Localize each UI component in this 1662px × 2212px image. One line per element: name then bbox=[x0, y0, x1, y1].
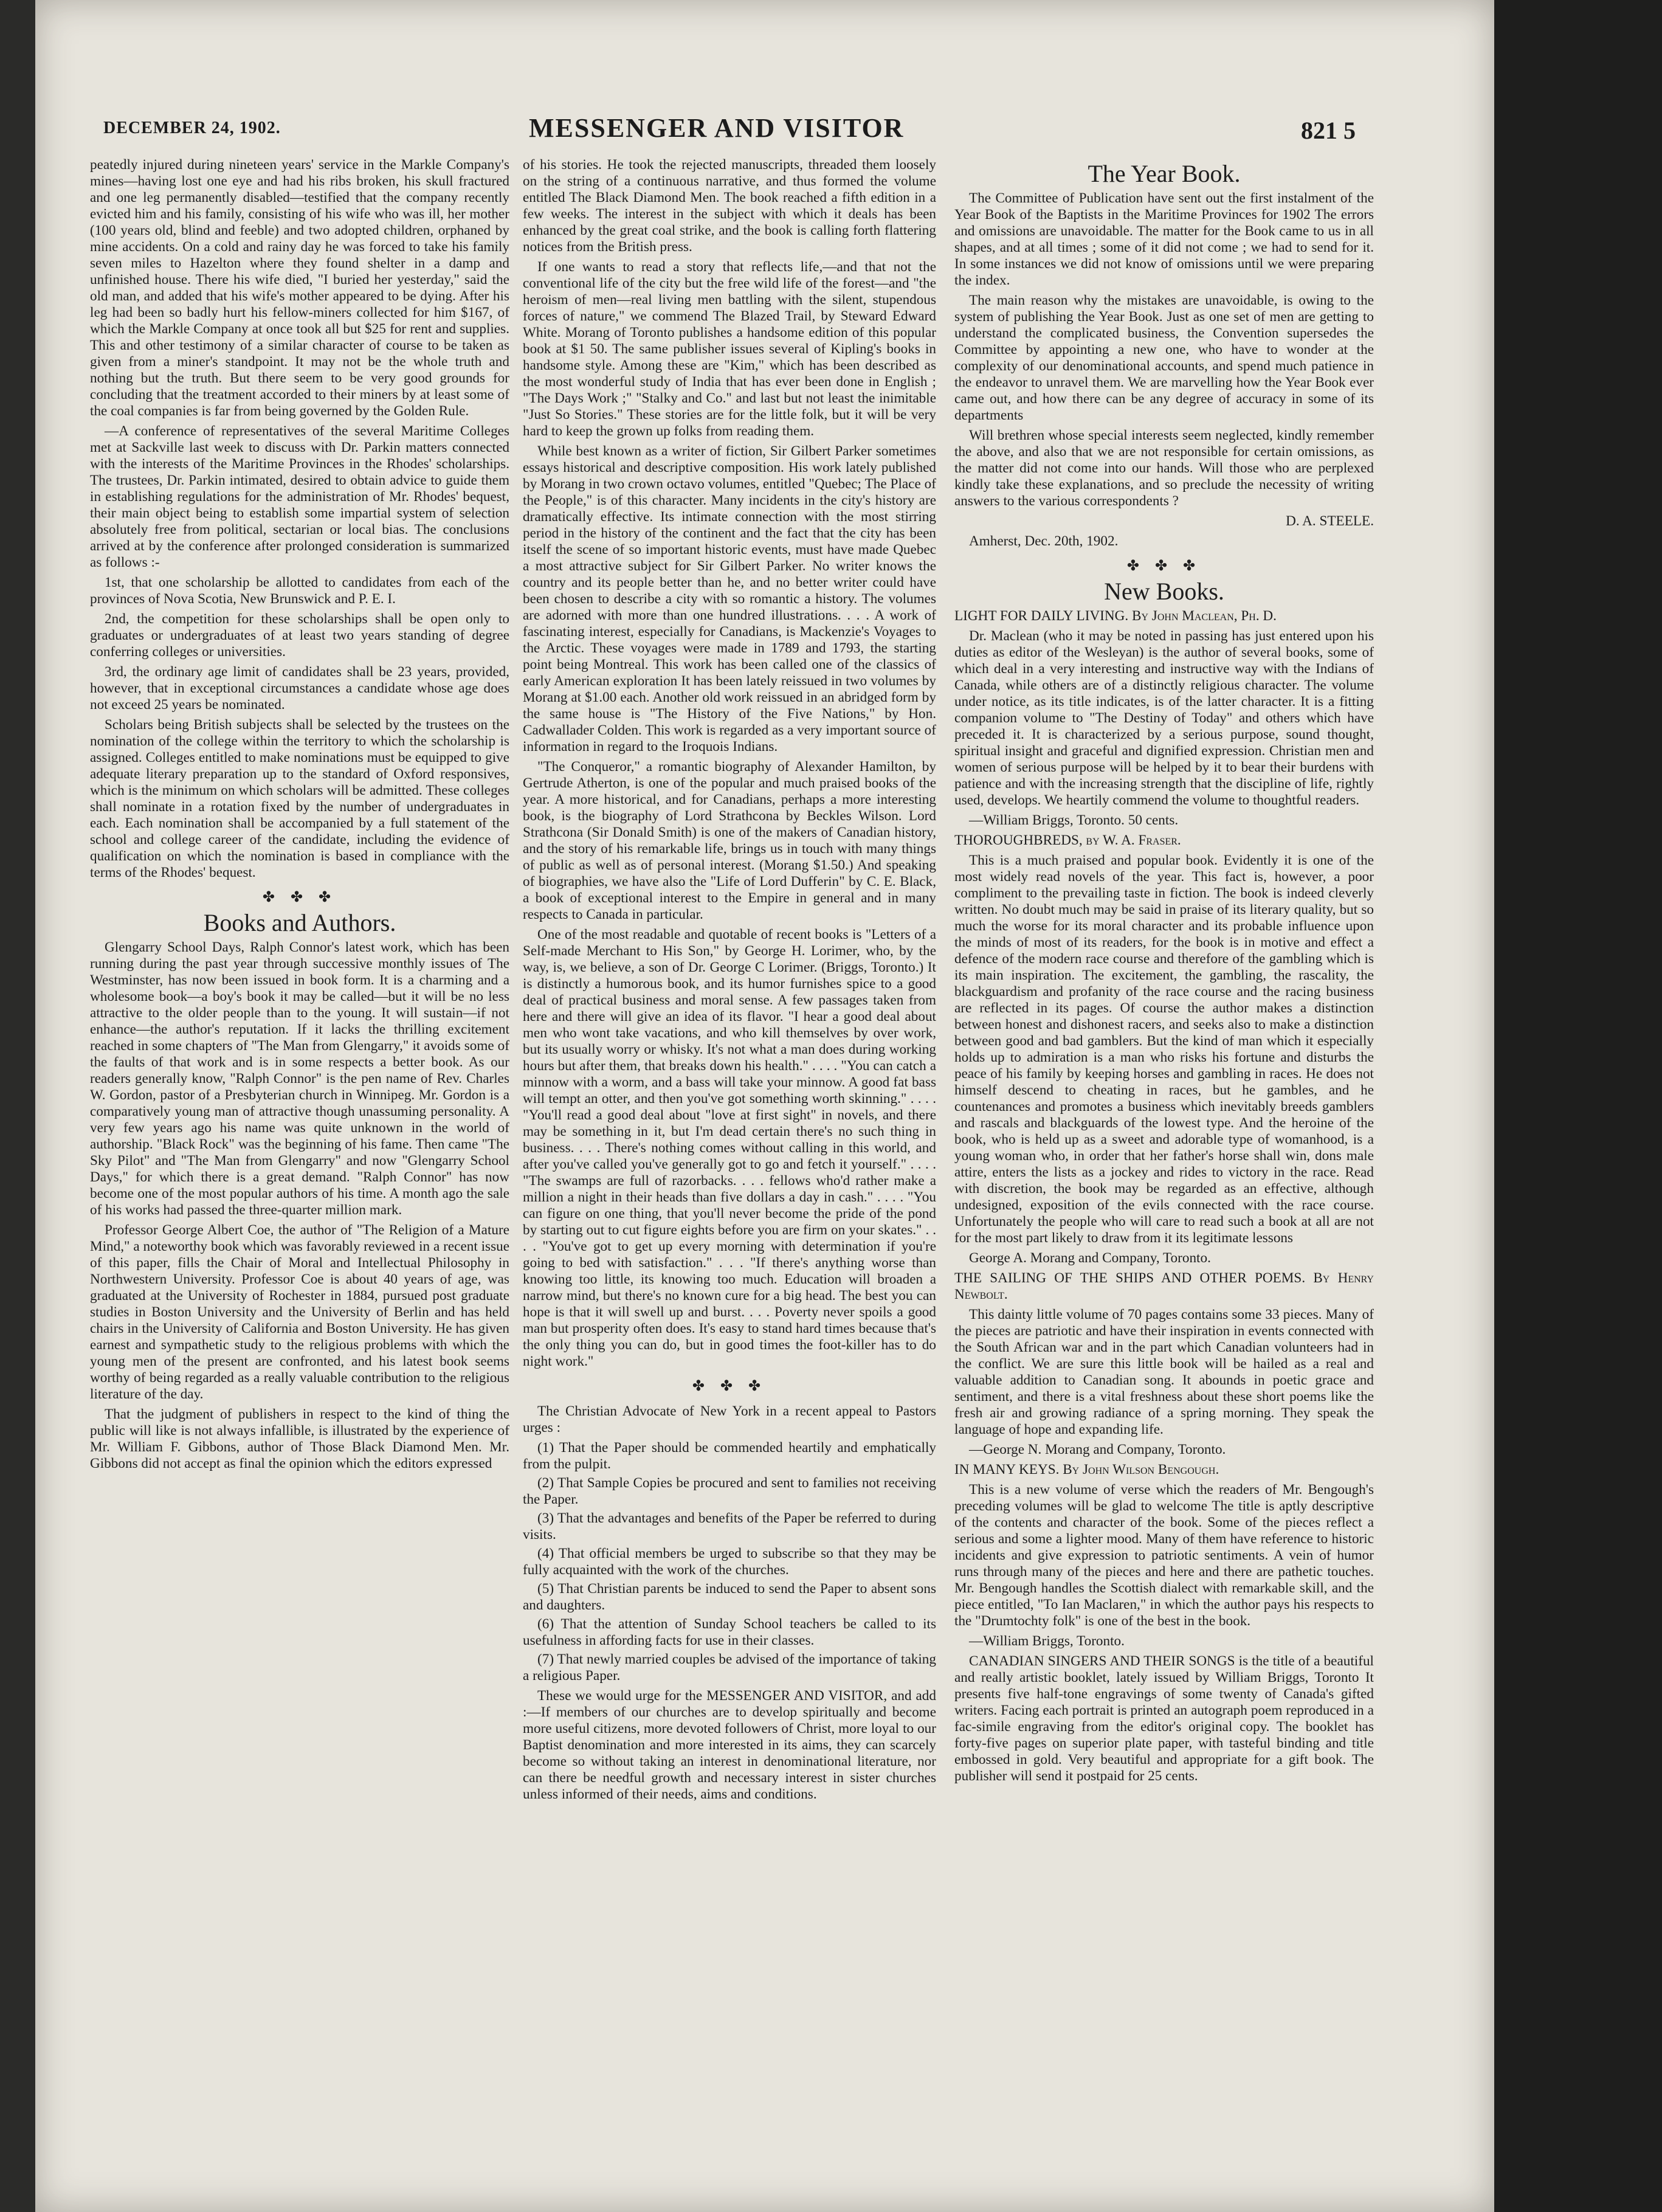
section-title-new-books: New Books. bbox=[1104, 578, 1224, 605]
book-heading: THE SAILING OF THE SHIPS AND OTHER POEMS. By Henry Newbolt. bbox=[954, 1270, 1374, 1302]
paragraph: —A conference of representatives of the several Maritime Colleges met at Sackville last week to discuss with Dr. Parkin matters connected with the interests of the Maritime Provinces in the Rhodes' scholarships. The trustees, Dr. Parkin intimated, desired to obtain advice to guide them in establishing regulations for the administration of Mr. Rhodes' bequest, their main object being to establish some impartial system of selection absolutely free from political, sectarian or local bias. The conclusions arrived at by the conference after prolonged consideration is summarized as follows :- bbox=[90, 423, 509, 570]
paragraph: These we would urge for the MESSENGER AND VISITOR, and add :—If members of our churches are to develop spiritually and become more useful citizens, more devoted followers of Christ, more loyal to our Baptist denomination and more interested in its aims, they can scarcely become so without taking an interest in denominational literature, nor can there be needful growth and necessary interest in sister churches unless informed of their needs, aims and conditions. bbox=[523, 1688, 936, 1802]
left-scan-edge bbox=[0, 0, 35, 2212]
book-heading: LIGHT FOR DAILY LIVING. By John Maclean, Ph. D. bbox=[954, 608, 1277, 624]
masthead-title: MESSENGER AND VISITOR bbox=[529, 113, 905, 143]
section-separator: ✤ ✤ ✤ bbox=[692, 1378, 767, 1394]
page-header bbox=[103, 112, 1356, 155]
paragraph: 3rd, the ordinary age limit of candidates shall be 23 years, provided, however, that in exceptional circumstances a candidate whose age does not exceed 25 years be nominated. bbox=[90, 664, 509, 713]
paragraph: While best known as a writer of fiction, Sir Gilbert Parker sometimes essays historical and descriptive composition. His work lately published by Morang in two crown octavo volumes, entitled "Quebec; The Place of the People," is of this character. Many incidents in the city's history are dramatically effective. Its intimate connection with the most stirring period in the history of the continent and the fact that the city has been itself the scene of so important historic events, must have made Quebec a most attractive subject for Sir Gilbert Parker. No writer knows the country and its people better than he, and no better writer could have been chosen to describe a city with so romantic a history. The volumes are adorned with more than one hundred illustrations. . . . A work of fascinating interest, especially for Canadians, is Mackenzie's Voyages to the Arctic. These voyages were made in 1789 and 1793, the starting point being Montreal. This work has been called one of the classics of early American exploration It has been lately reissued in two volumes by Morang at $1.00 each. Another old work reissued in an abridged form by the same house is "The History of the Five Nations," by Hon. Cadwallader Colden. This work is regarded as a very important source of information in regard to the Iroquois Indians. bbox=[523, 443, 936, 755]
page-number: 821 5 bbox=[1301, 117, 1356, 144]
header-date: DECEMBER 24, 1902. bbox=[103, 119, 281, 137]
paragraph: "The Conqueror," a romantic biography of Alexander Hamilton, by Gertrude Atherton, is one of the popular and much praised books of the year. A more historical, and for Canadians, perhaps a more interesting book, is the biography of Lord Strathcona by Beckles Wilson. Lord Strathcona (Sir Donald Smith) is one of the makers of Canadian history, and the story of his remarkable life, brings us in touch with many things of public as well as of personal interest. (Morang $1.50.) And speaking of biographies, we have also the "Life of Lord Dufferin" by C. E. Black, a book of exceptional interest to the Empire in general and in many respects to Canada in particular. bbox=[523, 759, 936, 922]
dateline: Amherst, Dec. 20th, 1902. bbox=[969, 533, 1119, 549]
paragraph: of his stories. He took the rejected manuscripts, threaded them loosely on the string of a continuous narrative, and thus formed the volume entitled The Black Diamond Men. The book reached a fifth edition in a few weeks. The interest in the subject with which it deals has been enhanced by the great coal strike, and the book is calling forth flattering notices from the British press. bbox=[523, 157, 936, 255]
paragraph: 1st, that one scholarship be allotted to candidates from each of the provinces of Nova Scotia, New Brunswick and P. E. I. bbox=[90, 575, 509, 607]
list-item: (1) That the Paper should be commended heartily and emphatically from the pulpit. bbox=[523, 1440, 936, 1472]
publisher-line: —George N. Morang and Company, Toronto. bbox=[969, 1442, 1226, 1457]
paragraph: If one wants to read a story that reflects life,—and that not the conventional life of the city but the free wild life of the forest—and "the heroism of men—real living men battling with the silent, stupendous forces of nature," we commend The Blazed Trail, by Steward Edward White. Morang of Toronto publishes a handsome edition of this popular book at $1 50. The same publisher issues several of Kipling's books in handsome style. Among these are "Kim," which has been described as the most wonderful study of India that has ever been done in English ; "The Days Work ;" "Stalky and Co." and last but not least the inimitable "Just So Stories." These stories are for the little folk, but it will be very hard to keep the grown up folks from reading them. bbox=[523, 259, 936, 439]
publisher-line: —William Briggs, Toronto. bbox=[969, 1633, 1125, 1649]
book-heading: THOROUGHBREDS, by W. A. Fraser. bbox=[954, 832, 1181, 848]
paragraph: This is a new volume of verse which the readers of Mr. Bengough's preceding volumes will be glad to welcome The title is aptly descriptive of the contents and character of the book. Some of the pieces reflect a serious and some a lighter mood. Many of them have reference to historic incidents and give expression to patriotic sentiments. A vein of humor runs through many of the pieces and here and there are pathetic touches. Mr. Bengough handles the Scottish dialect with remarkable skill, and the piece entitled, "To Ian Maclaren," in which the author pays his respects to the "Drumtochty folk" is one of the best in the book. bbox=[954, 1482, 1374, 1629]
paragraph: The Committee of Publication have sent out the first instalment of the Year Book of the Baptists in the Maritime Provinces for 1902 The errors and omissions are unavoidable. The matter for the Book came to us in all shapes, and at all times ; some of it did not come ; we had to send for it. In some instances we did not know of omissions until we were preparing the index. bbox=[954, 190, 1374, 288]
section-title-books-and-authors: Books and Authors. bbox=[203, 909, 396, 936]
list-item: (2) That Sample Copies be procured and sent to families not receiving the Paper. bbox=[523, 1475, 936, 1507]
list-item: (6) That the attention of Sunday School teachers be called to its usefulness in affording facts for use in their classes. bbox=[523, 1616, 936, 1648]
paragraph: Dr. Maclean (who it may be noted in passing has just entered upon his duties as editor of the Wesleyan) is the author of several books, some of which deal in a very interesting and instructive way with the Indians of Canada, while others are of a distinctly religious character. The volume under notice, as its title indicates, is of the latter character. It is a fitting companion volume to "The Destiny of Today" and others which have preceded it. It is characterized by a serious purpose, sound thought, spiritual insight and graceful and dignified expression. Christian men and women of serious purpose will be helped by it to bear their burdens with patience and with the increasing strength that the discipline of life, rightly used, develops. We heartily commend the volume to thoughtful readers. bbox=[954, 628, 1374, 808]
list-item: (3) That the advantages and benefits of the Paper be referred to during visits. bbox=[523, 1510, 936, 1543]
list-item: (4) That official members be urged to subscribe so that they may be fully acquainted with the work of the churches. bbox=[523, 1546, 936, 1578]
list-item: (5) That Christian parents be induced to send the Paper to absent sons and daughters. bbox=[523, 1581, 936, 1613]
paragraph: The Christian Advocate of New York in a recent appeal to Pastors urges : bbox=[523, 1403, 936, 1436]
column-right bbox=[954, 157, 1374, 1788]
publisher-line: —William Briggs, Toronto. 50 cents. bbox=[969, 812, 1179, 828]
publisher-line: George A. Morang and Company, Toronto. bbox=[969, 1250, 1211, 1266]
paragraph: Glengarry School Days, Ralph Connor's latest work, which has been running during the past year through successive monthly issues of The Westminster, has now been issued in book form. It is a charming and a wholesome book—a boy's book it may be called—but it will be no less attractive to the older people than to the young. It will sustain—if not enhance—the author's reputation. If it lacks the thrilling excitement reached in some chapters of "The Man from Glengarry," it avoids some of the faults of that work and is in some respects a better book. As our readers generally know, "Ralph Connor" is the pen name of Rev. Charles W. Gordon, pastor of a Presbyterian church in Winnipeg. Mr. Gordon is a comparatively young man of attractive though unassuming personality. A very few years ago his name was quite unknown in the world of authorship. "Black Rock" was the beginning of his fame. Then came "The Sky Pilot" and "The Man from Glengarry" and now "Glengarry School Days," for which there is a great demand. "Ralph Connor" has now become one of the most popular authors of his time. A month ago the sale of his works had passed the three-quarter million mark. bbox=[90, 939, 509, 1218]
column-left bbox=[90, 157, 509, 1476]
paragraph: One of the most readable and quotable of recent books is "Letters of a Self-made Merchant to His Son," by George H. Lorimer, who, by the way, is, we believe, a son of Dr. George C Lorimer. (Briggs, Toronto.) It is distinctly a humorous book, and its humor furnishes spice to a good deal of practical business and moral sense. A few passages taken from here and there will give an idea of its flavor. "I hear a good deal about men who wont take vacations, and who kill themselves by over work, but its usually worry or whisky. It's not what a man does during working hours but after them, that breaks down his health." . . . . "You can catch a minnow with a worm, and a bass will take your minnow. A good fat bass will tempt an otter, and then you've got something worth skinning." . . . . "You'll read a good deal about "love at first sight" in novels, and there may be something in it, but I'm dead certain there's no such thing in business. . . . There's nothing comes without calling in this world, and after you've called you've generally got to go and fetch it yourself." . . . . "The swamps are full of razorbacks. . . . fellows who'd rather make a million a night in their heads than five dollars a day in cash." . . . . "You can figure on one thing, that you'll never become the pride of the pond by starting out to cut figure eights before you are firm on your skates." . . . . "You've got to get up every morning with determination if you're going to bed with satisfaction." . . . "If there's anything worse than knowing too little, its knowing too much. Education will broaden a narrow mind, but there's no known cure for a big head. The best you can hope is that it will swell up and burst. . . . Poverty never spoils a good man but prosperity often does. It's easy to stand hard times because that's the only thing you can do, but in good times the foot-killer has to do night work." bbox=[523, 927, 936, 1369]
paragraph: This dainty little volume of 70 pages contains some 33 pieces. Many of the pieces are patriotic and have their inspiration in events connected with the South African war and in the part which Canadian volunteers had in the conflict. We are sure this little book will be hailed as a real and valuable addition to Canadian song. It abounds in poetic grace and sentiment, and there is a vital freshness about these short poems like the fresh air and growing radiance of a spring morning. They speak the language of hope and expanding life. bbox=[954, 1307, 1374, 1437]
paragraph: This is a much praised and popular book. Evidently it is one of the most widely read novels of the year. This fact is, however, a poor compliment to the prevailing taste in fiction. The book is indeed cleverly written. No doubt much may be said in praise of its literary quality, but so much the worse for its moral character and its probable influence upon the minds of most of its readers, for the book is in motive and effect a defence of the modern race course and therefore of the gambling which is its main inspiration. The excitement, the gambling, the rascality, the blackguardism and profanity of the race course and the racing business are reflected in its pages. Of course the author makes a distinction between honest and dishonest racers, and seeks also to make a distinction between good and bad gamblers. But the kind of man which it especially holds up to admiration is a man who risks his fortune and disturbs the peace of his family by keeping horses and gambling in races. He does not himself descend to cheating in races, but he gambles, and he countenances and promotes a business which inevitably breeds gamblers and rascals and blackguards of the lowest type. And the heroine of the book, who is held up as a sweet and adorable type of womanhood, is a young woman who, in order that her father's horse shall win, dons male attire, enters the lists as a jockey and rides to victory in the race. Read with discretion, the book may be regarded as an effective, although undesigned, exposition of the evils connected with the race course. Unfortunately the people who will care to read such a book at all are not for the most part likely to draw from it its legitimate lessons bbox=[954, 852, 1374, 1246]
paragraph: Scholars being British subjects shall be selected by the trustees on the nomination of the college within the territory to which the scholarship is assigned. Colleges entitled to make nominations must be equipped to give adequate literary preparation up to the standard of Oxford responsives, which is the minimum on which scholars will be admitted. These colleges shall nominate in a rotation fixed by the number of undergraduates in each. Each nomination shall be accompanied by a full statement of the school and college career of the candidate, including the evidence of qualification on which the nomination is based in compliance with the terms of the Rhodes' bequest. bbox=[90, 717, 509, 880]
right-scan-edge bbox=[1494, 0, 1662, 2212]
paragraph: peatedly injured during nineteen years' service in the Markle Company's mines—having lost one eye and had his ribs broken, his skull fractured and one leg permanently disabled—testified that the company recently evicted him and his family, consisting of his wife who was ill, her mother (100 years old, blind and feeble) and two adopted children, orphaned by mine accidents. On a cold and rainy day he was forced to take his family seven miles to Hazelton where they found shelter in a damp and unfinished house. There his wife died, "I buried her yesterday," said the old man, and added that his wife's mother appeared to be dying. After his leg had been so badly hurt his fellow-miners collected for him $167, of which the Markle Company at once took all but $25 for rent and supplies. This and other testimony of a similar character of course to be taken as given from a miner's standpoint. It may not be the whole truth and nothing but the truth. But there seem to be very good grounds for concluding that the treatment accorded to their miners by at least some of the coal companies is far from being governed by the Golden Rule. bbox=[90, 157, 509, 419]
section-separator: ✤ ✤ ✤ bbox=[262, 890, 337, 905]
book-heading: IN MANY KEYS. By John Wilson Bengough. bbox=[954, 1462, 1219, 1478]
paragraph: 2nd, the competition for these scholarships shall be open only to graduates or undergraduates of at least two years standing of degree conferring colleges or universities. bbox=[90, 611, 509, 660]
section-title-year-book: The Year Book. bbox=[1088, 160, 1241, 187]
paragraph: That the judgment of publishers in respect to the kind of thing the public will like is not always infallible, is illustrated by the experience of Mr. William F. Gibbons, author of Those Black Diamond Men. Mr. Gibbons did not accept as final the opinion which the editors expressed bbox=[90, 1406, 509, 1471]
signature: D. A. STEELE. bbox=[1286, 513, 1374, 529]
paragraph: Will brethren whose special interests seem neglected, kindly remember the above, and also that we are not responsible for certain omissions, as the matter did not come into our hands. Will those who are perplexed kindly take these explanations, and so preclude the necessity of writing answers to the various correspondents ? bbox=[954, 427, 1374, 509]
paragraph: CANADIAN SINGERS AND THEIR SONGS is the title of a beautiful and really artistic booklet, lately issued by William Briggs, Toronto It presents five half-tone engravings of some twenty of Canada's gifted writers. Facing each portrait is printed an autograph poem reproduced in a fac-simile engraving from the editor's original copy. The booklet has forty-five pages on superior plate paper, with tasteful binding and title embossed in gold. Very beautiful and appropriate for a gift book. The publisher will send it postpaid for 25 cents. bbox=[954, 1653, 1374, 1784]
section-separator: ✤ ✤ ✤ bbox=[1126, 558, 1202, 574]
paragraph: Professor George Albert Coe, the author of "The Religion of a Mature Mind," a noteworthy book which was favorably reviewed in a recent issue of this paper, fills the Chair of Moral and Intellectual Philosophy in Northwestern University. Professor Coe is about 40 years of age, was graduated at the University of Rochester in 1884, pursued post graduate studies in Boston University and the University of Berlin and has held chairs in the University of California and Boston University. He has given earnest and sympathetic study to the religious problems with which the young men of the present are confronted, and his latest book seems worthy of being regarded as a really valuable contribution to the religious literature of the day. bbox=[90, 1222, 509, 1402]
list-item: (7) That newly married couples be advised of the importance of taking a religious Paper. bbox=[523, 1651, 936, 1684]
column-middle bbox=[523, 157, 936, 1806]
urges-list bbox=[523, 1440, 936, 1684]
paragraph: The main reason why the mistakes are unavoidable, is owing to the system of publishing the Year Book. Just as one set of men are getting to understand the complicated business, the Convention supersedes the Committee by appointing a new one, who have to wonder at the complexity of our denominational accounts, and spend much patience in the endeavor to unravel them. We are marvelling how the Year Book ever came out, and how there can be any degree of accuracy in some of its departments bbox=[954, 292, 1374, 423]
